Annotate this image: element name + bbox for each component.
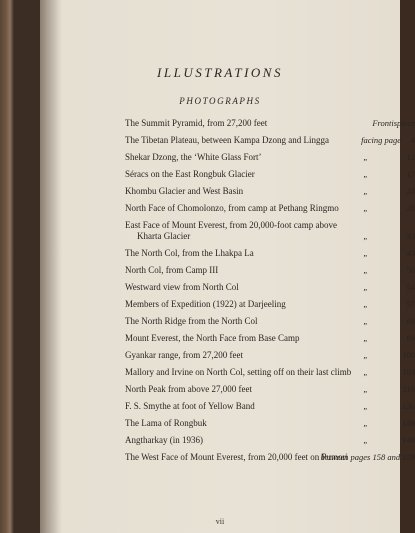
entry-title: The West Face of Mount Everest, from 20,000 feet on Pumori bbox=[125, 452, 349, 462]
entry-page-number: 118 bbox=[402, 384, 415, 394]
entry-title: The North Col, from the Lhakpa La bbox=[125, 248, 254, 258]
ditto-mark: „ bbox=[363, 317, 367, 326]
entry-page-number: 54 bbox=[406, 282, 415, 292]
entry-title: Khombu Glacier and West Basin bbox=[125, 186, 244, 196]
entry-title: North Peak from above 27,000 feet bbox=[125, 384, 252, 394]
list-item bbox=[125, 435, 415, 446]
entry-title: Mallory and Irvine on North Col, setting off on their last climb bbox=[125, 367, 352, 377]
entry-title: The Lama of Rongbuk bbox=[125, 418, 207, 428]
entry-page-number: 12 bbox=[406, 152, 415, 162]
list-item bbox=[125, 220, 415, 242]
ditto-mark: „ bbox=[363, 153, 367, 162]
list-item bbox=[125, 186, 415, 197]
ditto-mark: „ bbox=[363, 266, 367, 275]
list-item bbox=[125, 350, 415, 361]
entry-title: East Face of Mount Everest, from 20,000-foot camp above Kharta Glacier bbox=[125, 220, 337, 241]
list-item bbox=[125, 135, 415, 146]
ditto-mark: „ bbox=[363, 419, 367, 428]
entry-title: F. S. Smythe at foot of Yellow Band bbox=[125, 401, 255, 411]
ditto-mark: „ bbox=[363, 232, 367, 241]
entry-page-number: 149 bbox=[402, 418, 415, 428]
ditto-mark: „ bbox=[363, 334, 367, 343]
ditto-mark: „ bbox=[363, 187, 367, 196]
ditto-mark: „ bbox=[363, 368, 367, 377]
entry-page-number: 57 bbox=[406, 299, 415, 309]
list-item bbox=[125, 169, 415, 180]
entry-page-number: 50 bbox=[406, 265, 415, 275]
list-item bbox=[125, 282, 415, 293]
entry-page-number: 149 bbox=[402, 435, 415, 445]
ditto-mark: „ bbox=[363, 170, 367, 179]
list-item bbox=[125, 248, 415, 259]
entry-title: Members of Expedition (1922) at Darjeeling bbox=[125, 299, 286, 309]
ditto-mark: „ bbox=[363, 351, 367, 360]
list-item bbox=[125, 418, 415, 429]
entry-aside: between pages 158 and 159 bbox=[320, 452, 415, 462]
entry-title: The Summit Pyramid, from 27,200 feet bbox=[125, 118, 268, 128]
page-folio: vii bbox=[215, 517, 225, 526]
entry-page-number: 89 bbox=[406, 333, 415, 343]
entry-title: Mount Everest, the North Face from Base Camp bbox=[125, 333, 300, 343]
entry-title: North Face of Chomolonzo, from camp at Pethang Ringmo bbox=[125, 203, 339, 213]
entry-page-number: 43 bbox=[406, 248, 415, 258]
page-heading: ILLUSTRATIONS bbox=[157, 65, 283, 80]
entry-page-number: 28 bbox=[406, 203, 415, 213]
book-page bbox=[40, 0, 415, 533]
entry-title: Westward view from North Col bbox=[125, 282, 239, 292]
ditto-mark: „ bbox=[363, 204, 367, 213]
list-item bbox=[125, 265, 415, 276]
list-item bbox=[125, 316, 415, 327]
entry-title: The North Ridge from the North Col bbox=[125, 316, 258, 326]
list-item bbox=[125, 452, 415, 463]
ditto-mark: „ bbox=[363, 283, 367, 292]
list-item bbox=[125, 401, 415, 412]
entry-page-number: 100 bbox=[402, 350, 415, 360]
ditto-mark: „ bbox=[363, 402, 367, 411]
list-item bbox=[125, 299, 415, 310]
entry-title: The Tibetan Plateau, between Kampa Dzong and Lingga bbox=[125, 135, 329, 145]
ditto-mark: „ bbox=[363, 300, 367, 309]
ditto-mark: „ bbox=[363, 249, 367, 258]
list-item bbox=[125, 152, 415, 163]
entry-title: Angtharkay (in 1936) bbox=[125, 435, 203, 445]
entry-aside: Frontispiece bbox=[372, 118, 415, 128]
entry-title: Shekar Dzong, the ‘White Glass Fort’ bbox=[125, 152, 262, 162]
ditto-mark: „ bbox=[363, 436, 367, 445]
entry-title: Séracs on the East Rongbuk Glacier bbox=[125, 169, 255, 179]
entry-page-number: 33 bbox=[406, 231, 415, 241]
entry-page-number: 17 bbox=[406, 169, 415, 179]
entry-title: North Col, from Camp III bbox=[125, 265, 219, 275]
entry-page-number: 4 bbox=[410, 135, 415, 145]
entry-page-number: 103 bbox=[402, 367, 415, 377]
list-item bbox=[125, 203, 415, 214]
list-item bbox=[125, 118, 415, 129]
entry-page-number: 24 bbox=[406, 186, 415, 196]
entry-aside: facing page bbox=[361, 135, 401, 145]
ditto-mark: „ bbox=[363, 385, 367, 394]
entry-page-number: 68 bbox=[406, 316, 415, 326]
list-item bbox=[125, 367, 415, 378]
entry-title: Gyankar range, from 27,200 feet bbox=[125, 350, 243, 360]
illustration-list bbox=[125, 112, 415, 463]
list-item bbox=[125, 333, 415, 344]
list-item bbox=[125, 384, 415, 395]
section-subheading: PHOTOGRAPHS bbox=[179, 96, 261, 106]
entry-page-number: 136 bbox=[402, 401, 415, 411]
